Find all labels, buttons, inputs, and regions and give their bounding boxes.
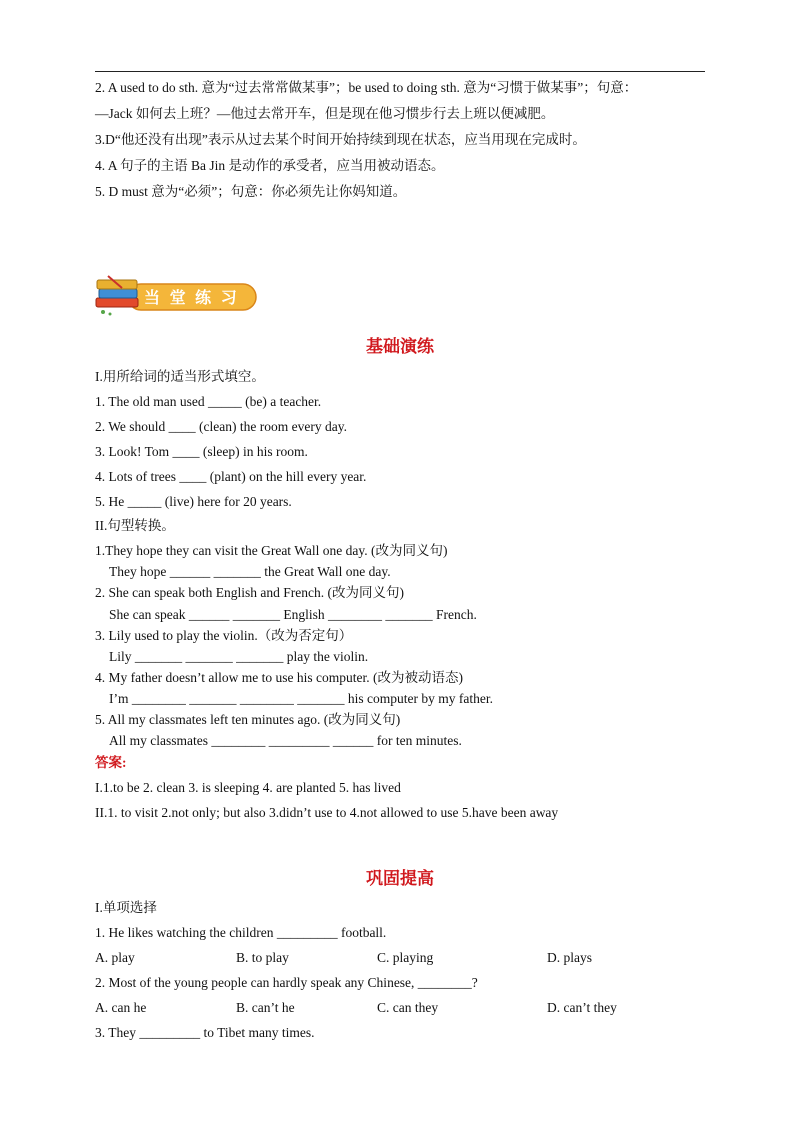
top-divider: [95, 71, 705, 72]
analysis-line-2: —Jack 如何去上班？—他过去常开车，但是现在他习惯步行去上班以便减肥。: [95, 106, 555, 121]
answer-label: 答案:: [95, 755, 127, 770]
transform-answer-line-1: They hope ______ _______ the Great Wall one day.: [109, 564, 391, 579]
fill-item-3: 3. Look! Tom ____ (sleep) in his room.: [95, 444, 308, 459]
mc1-option-b: B. to play: [236, 950, 289, 965]
mc-title: I.单项选择: [95, 900, 157, 915]
fill-item-4: 4. Lots of trees ____ (plant) on the hill every year.: [95, 469, 367, 484]
mc1-option-c: C. playing: [377, 950, 434, 965]
answer-part1: I.1.to be 2. clean 3. is sleeping 4. are planted 5. has lived: [95, 780, 401, 795]
mc2-option-b: B. can’t he: [236, 1000, 295, 1015]
fill-item-2: 2. We should ____ (clean) the room every day.: [95, 419, 347, 434]
mc2-option-a: A. can he: [95, 1000, 147, 1015]
mc2-option-c: C. can they: [377, 1000, 439, 1015]
analysis-line-4: 4. A 句子的主语 Ba Jin 是动作的承受者，应当用被动语态。: [95, 158, 445, 173]
transform-answer-line-2: She can speak ______ _______ English ________ _______ French.: [109, 607, 477, 622]
section-title-basic: 基础演练: [366, 337, 434, 356]
fill-item-1: 1. The old man used _____ (be) a teacher.: [95, 394, 322, 409]
transform-question-3: 3. Lily used to play the violin.（改为否定句）: [95, 628, 353, 643]
mc-question-2: 2. Most of the young people can hardly speak any Chinese, ________?: [95, 975, 478, 990]
transform-question-2: 2. She can speak both English and French. (改为同义句): [95, 585, 404, 600]
transform-answer-line-3: Lily _______ _______ _______ play the violin.: [109, 649, 369, 664]
banner-label: 当 堂 练 习: [144, 288, 239, 307]
transform-question-1: 1.They hope they can visit the Great Wall one day. (改为同义句): [95, 543, 448, 558]
part2-title: II.句型转换。: [95, 518, 175, 533]
mc-question-1: 1. He likes watching the children _________ football.: [95, 925, 387, 940]
analysis-line-1: 2. A used to do sth. 意为“过去常常做某事”；be used to doing sth. 意为“习惯于做某事”；句意：: [95, 80, 638, 95]
mc1-option-d: D. plays: [547, 950, 592, 965]
practice-banner: [94, 272, 260, 318]
section-title-consolidate: 巩固提高: [366, 869, 434, 888]
transform-answer-line-5: All my classmates ________ _________ ______ for ten minutes.: [109, 733, 462, 748]
answer-part2: II.1. to visit 2.not only; but also 3.didn’t use to 4.not allowed to use 5.have been away: [95, 805, 559, 820]
mc2-option-d: D. can’t they: [547, 1000, 617, 1015]
analysis-line-5: 5. D must 意为“必须”；句意：你必须先让你妈知道。: [95, 184, 407, 199]
analysis-line-3: 3.D“他还没有出现”表示从过去某个时间开始持续到现在状态，应当用现在完成时。: [95, 132, 586, 147]
fill-item-5: 5. He _____ (live) here for 20 years.: [95, 494, 292, 509]
mc1-option-a: A. play: [95, 950, 135, 965]
transform-question-4: 4. My father doesn’t allow me to use his computer. (改为被动语态): [95, 670, 463, 685]
part1-title: I.用所给词的适当形式填空。: [95, 369, 265, 384]
mc-question-3: 3. They _________ to Tibet many times.: [95, 1025, 315, 1040]
transform-question-5: 5. All my classmates left ten minutes ago. (改为同义句): [95, 712, 401, 727]
transform-answer-line-4: I’m ________ _______ ________ _______ his computer by my father.: [109, 691, 493, 706]
